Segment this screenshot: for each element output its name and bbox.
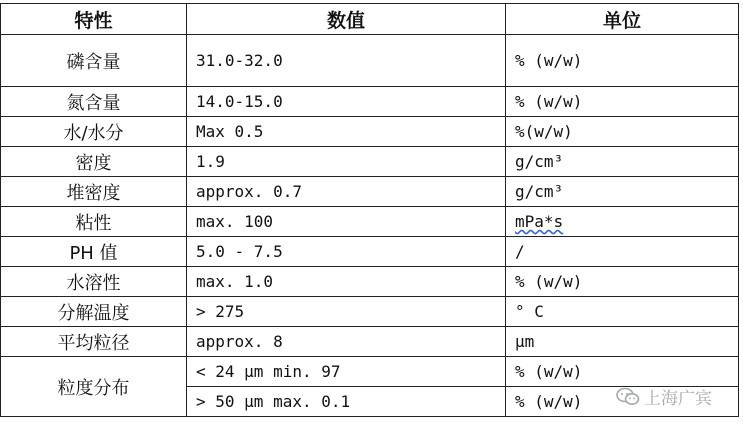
- property-cell: 氮含量: [1, 87, 187, 117]
- unit-cell: μm: [506, 327, 739, 357]
- property-cell: 磷含量: [1, 35, 187, 87]
- value-cell: 5.0 - 7.5: [187, 237, 506, 267]
- header-value: 数值: [187, 4, 506, 35]
- unit-cell: % (w/w): [506, 267, 739, 297]
- value-cell: 1.9: [187, 147, 506, 177]
- unit-cell: % (w/w): [506, 35, 739, 87]
- header-unit: 单位: [506, 4, 739, 35]
- property-cell: 堆密度: [1, 177, 187, 207]
- value-cell: max. 100: [187, 207, 506, 237]
- property-cell: 水/水分: [1, 117, 187, 147]
- property-cell: 平均粒径: [1, 327, 187, 357]
- unit-cell: /: [506, 237, 739, 267]
- value-cell: approx. 8: [187, 327, 506, 357]
- watermark-text: 上海广宾: [644, 389, 712, 409]
- table-row: [1, 267, 739, 297]
- unit-cell: % (w/w): [506, 357, 739, 387]
- unit-cell: % (w/w): [506, 387, 739, 417]
- table-row: [1, 297, 739, 327]
- property-cell: 密度: [1, 147, 187, 177]
- spec-table: [0, 3, 739, 417]
- value-cell: max. 1.0: [187, 267, 506, 297]
- value-cell: < 24 μm min. 97: [187, 357, 506, 387]
- value-cell: 14.0-15.0: [187, 87, 506, 117]
- table-row: [1, 237, 739, 267]
- table-row: [1, 177, 739, 207]
- header-property: 特性: [1, 4, 187, 35]
- property-cell: PH 值: [1, 237, 187, 267]
- value-cell: 31.0-32.0: [187, 35, 506, 87]
- value-cell: Max 0.5: [187, 117, 506, 147]
- table-row: [1, 327, 739, 357]
- property-cell: 分解温度: [1, 297, 187, 327]
- unit-cell: g/cm³: [506, 147, 739, 177]
- property-cell: 粘性: [1, 207, 187, 237]
- unit-cell: %(w/w): [506, 117, 739, 147]
- header-row: [1, 4, 739, 35]
- unit-text: mPa*s: [515, 212, 564, 231]
- value-cell: approx. 0.7: [187, 177, 506, 207]
- property-cell: 水溶性: [1, 267, 187, 297]
- table-row: [1, 87, 739, 117]
- table-row: [1, 357, 739, 387]
- table-row: [1, 117, 739, 147]
- property-cell: 粒度分布: [1, 357, 187, 417]
- value-cell: > 275: [187, 297, 506, 327]
- unit-cell: g/cm³: [506, 177, 739, 207]
- value-cell: > 50 μm max. 0.1: [187, 387, 506, 417]
- table-row: [1, 35, 739, 87]
- unit-cell: ° C: [506, 297, 739, 327]
- table-row: [1, 207, 739, 237]
- unit-cell: % (w/w): [506, 87, 739, 117]
- table-row: [1, 147, 739, 177]
- unit-cell: [506, 207, 739, 237]
